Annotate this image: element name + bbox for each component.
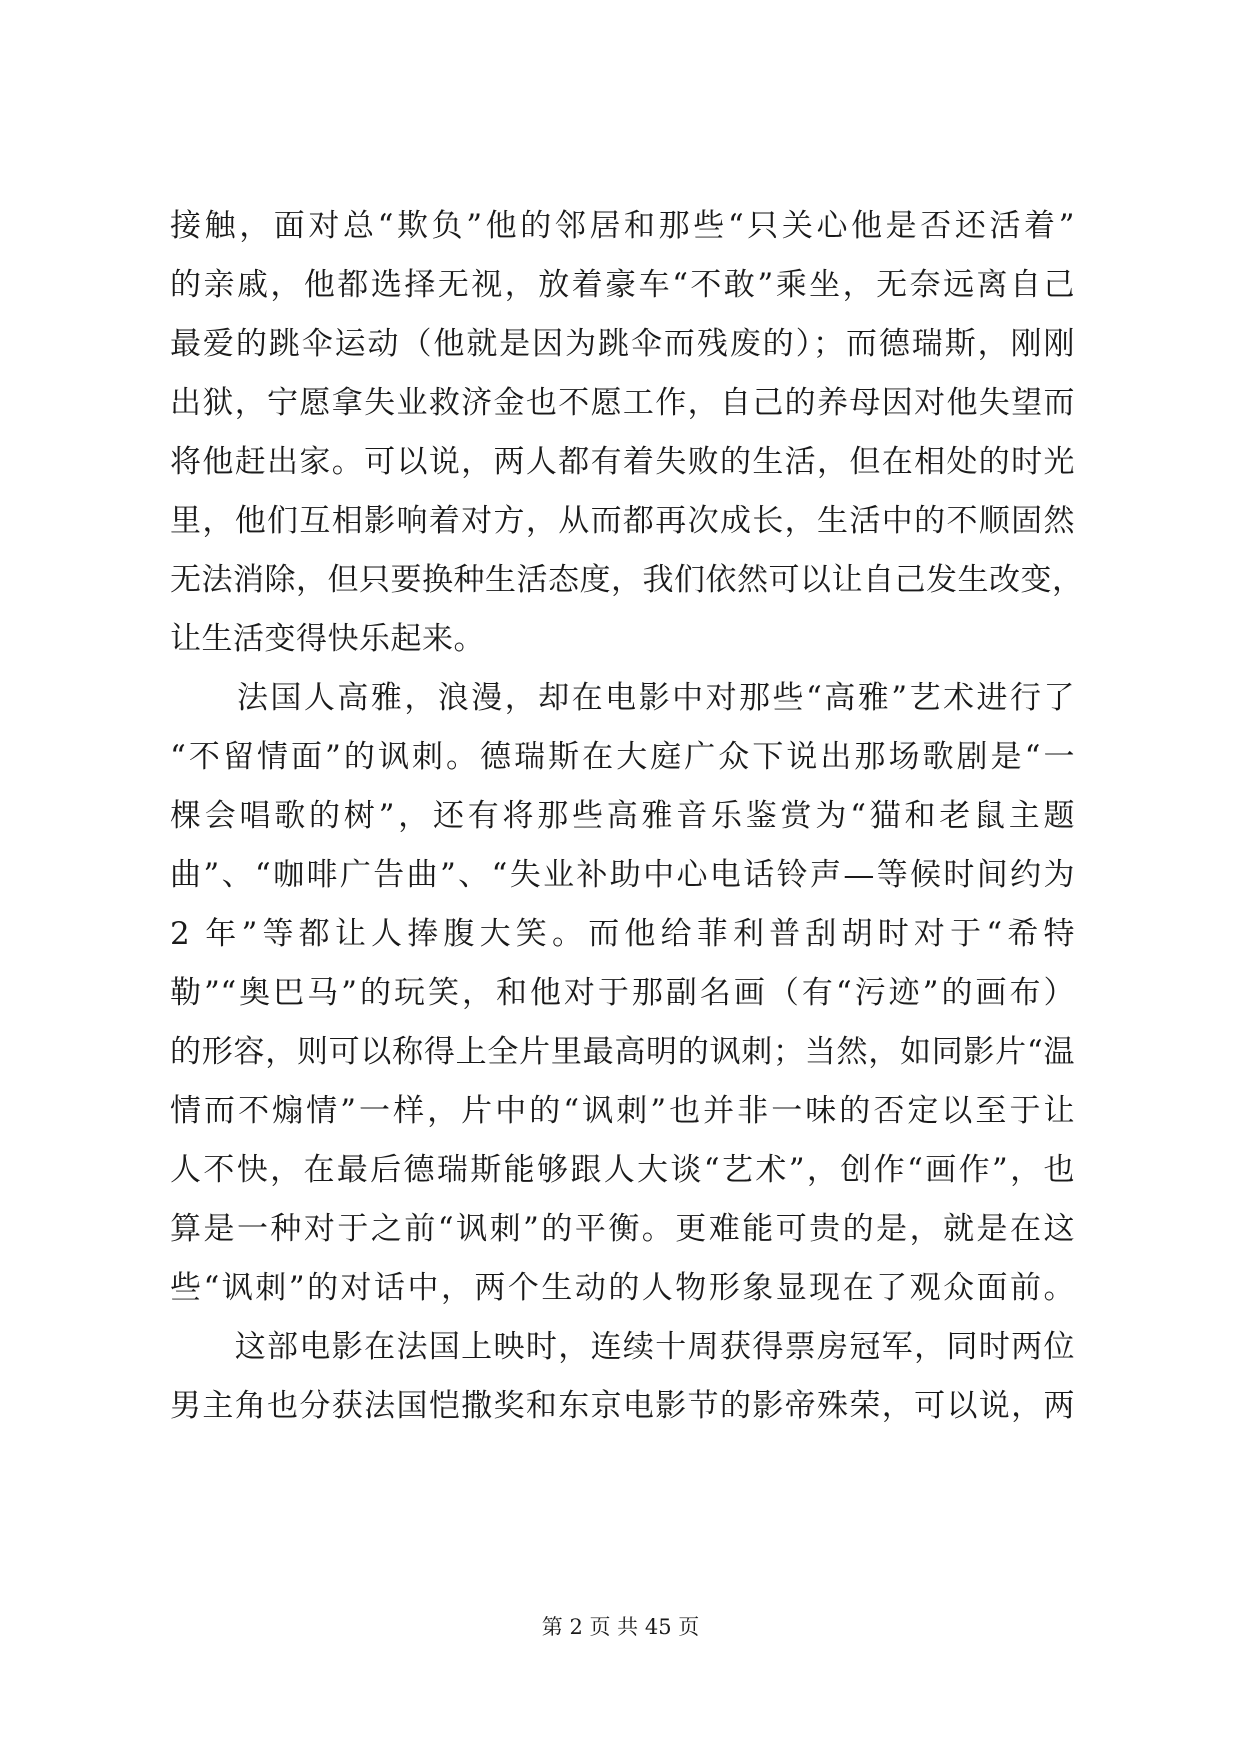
text-line: 勒”“奥巴马”的玩笑，和他对于那副名画（有“污迹”的画布） (170, 975, 1075, 1011)
text-line: 法国人高雅，浪漫，却在电影中对那些“高雅”艺术进行了 (170, 680, 1075, 716)
text-line: 2 年”等都让人捧腹大笑。而他给菲利普刮胡时对于“希特 (170, 916, 1075, 952)
text-line: 男主角也分获法国恺撒奖和东京电影节的影帝殊荣，可以说，两 (170, 1388, 1075, 1424)
text-line: 最爱的跳伞运动（他就是因为跳伞而残废的）；而德瑞斯，刚刚 (170, 326, 1075, 362)
text-line: 将他赶出家。可以说，两人都有着失败的生活，但在相处的时光 (170, 444, 1075, 480)
text-line: 这部电影在法国上映时，连续十周获得票房冠军，同时两位 (170, 1329, 1075, 1365)
text-line: 的形容，则可以称得上全片里最高明的讽刺；当然，如同影片“温 (170, 1034, 1075, 1070)
text-line: 些“讽刺”的对话中，两个生动的人物形象显现在了观众面前。 (170, 1270, 1075, 1306)
text-line: 出狱，宁愿拿失业救济金也不愿工作，自己的养母因对他失望而 (170, 385, 1075, 421)
text-line: 棵会唱歌的树”，还有将那些高雅音乐鉴赏为“猫和老鼠主题 (170, 798, 1075, 834)
text-line: 情而不煽情”一样，片中的“讽刺”也并非一味的否定以至于让 (170, 1093, 1075, 1129)
text-line: 无法消除，但只要换种生活态度，我们依然可以让自己发生改变， (170, 562, 1084, 598)
page-footer: 第 2 页 共 45 页 (541, 1615, 700, 1639)
text-line: 算是一种对于之前“讽刺”的平衡。更难能可贵的是，就是在这 (170, 1211, 1075, 1247)
text-line: 曲”、“咖啡广告曲”、“失业补助中心电话铃声—等候时间约为 (170, 857, 1075, 893)
text-line: 人不快，在最后德瑞斯能够跟人大谈“艺术”，创作“画作”，也 (170, 1152, 1075, 1188)
text-line: 让生活变得快乐起来。 (170, 621, 485, 657)
text-line: 里，他们互相影响着对方，从而都再次成长，生活中的不顺固然 (170, 503, 1075, 539)
body-text (170, 197, 1084, 1436)
text-line: “不留情面”的讽刺。德瑞斯在大庭广众下说出那场歌剧是“一 (170, 739, 1075, 775)
text-line: 的亲戚，他都选择无视，放着豪车“不敢”乘坐，无奈远离自己 (170, 267, 1075, 303)
text-line: 接触，面对总“欺负”他的邻居和那些“只关心他是否还活着” (170, 208, 1075, 244)
